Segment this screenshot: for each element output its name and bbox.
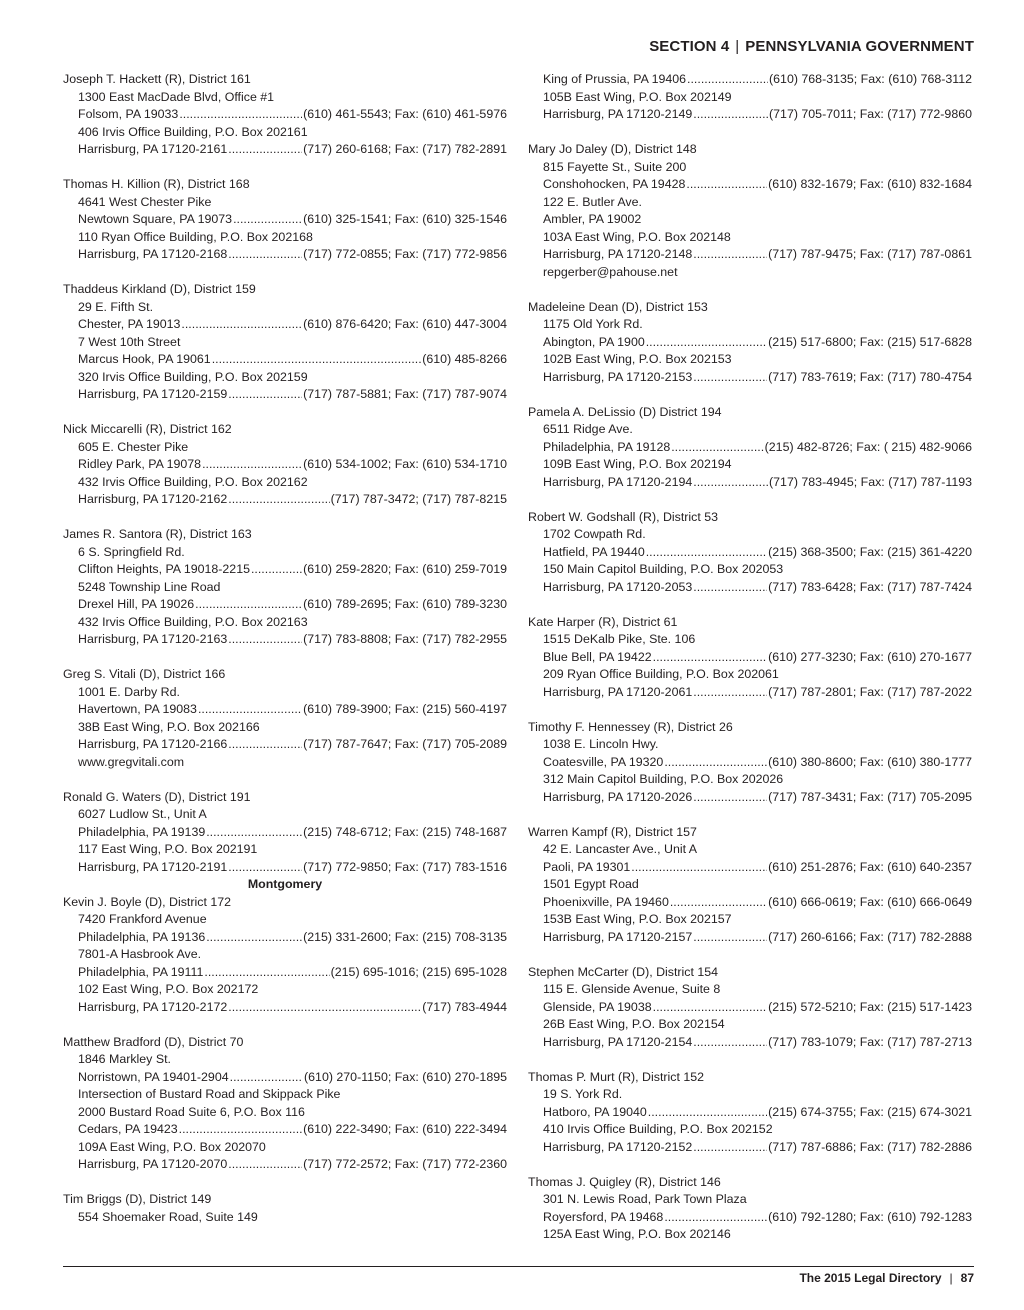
address-line: 1001 E. Darby Rd. xyxy=(78,684,180,699)
phone-fax: (717) 787-5881; Fax: (717) 787-9074 xyxy=(303,387,507,401)
phone-fax: (717) 783-7619; Fax: (717) 780-4754 xyxy=(768,369,972,384)
directory-entry xyxy=(63,421,507,509)
dot-leader xyxy=(648,1104,767,1122)
address-phone-line xyxy=(63,491,507,509)
address-phone-line xyxy=(528,474,972,492)
address-phone-line xyxy=(528,71,972,89)
address-phone-line xyxy=(528,684,972,702)
address-text: Harrisburg, PA 17120-2166 xyxy=(78,737,228,751)
address-phone-line xyxy=(63,929,507,947)
dot-leader xyxy=(693,684,767,702)
page-header xyxy=(649,38,974,55)
address-text: Harrisburg, PA 17120-2149 xyxy=(543,107,693,121)
phone-fax: (215) 331-2600; Fax: (215) 708-3135 xyxy=(303,929,507,944)
phone-fax: (717) 772-0855; Fax: (717) 772-9856 xyxy=(303,247,507,261)
dot-leader xyxy=(693,579,767,597)
address-line: Intersection of Bustard Road and Skippack Pike xyxy=(78,1087,341,1101)
address-text: Harrisburg, PA 17120-2194 xyxy=(543,474,693,489)
address-phone-line xyxy=(528,106,972,124)
directory-entry xyxy=(528,509,972,597)
address-phone-line xyxy=(63,1121,507,1139)
address-text: Harrisburg, PA 17120-2161 xyxy=(78,142,228,156)
address-phone-line xyxy=(63,316,507,334)
address-text: Phoenixville, PA 19460 xyxy=(543,894,669,909)
footer-separator: | xyxy=(949,1271,953,1285)
directory-entry xyxy=(63,666,507,771)
directory-entry xyxy=(63,1034,507,1174)
address-phone-line xyxy=(528,859,972,877)
directory-entry xyxy=(528,1069,972,1157)
address-text: Harrisburg, PA 17120-2026 xyxy=(543,789,693,804)
address-phone-line xyxy=(528,1104,972,1122)
address-line: 301 N. Lewis Road, Park Town Plaza xyxy=(543,1192,747,1206)
phone-fax: (610) 461-5543; Fax: (610) 461-5976 xyxy=(303,107,507,121)
directory-entry xyxy=(63,894,507,1017)
address-text: Philadelphia, PA 19111 xyxy=(78,964,204,979)
footer-rule xyxy=(63,1266,974,1267)
address-phone-line xyxy=(528,1034,972,1052)
phone-fax: (717) 787-9475; Fax: (717) 787-0861 xyxy=(768,247,972,261)
address-phone-line xyxy=(63,964,507,982)
address-text: Blue Bell, PA 19422 xyxy=(543,649,652,664)
address-line: 109B East Wing, P.O. Box 202194 xyxy=(543,457,732,471)
phone-fax: (717) 705-7011; Fax: (717) 772-9860 xyxy=(769,107,972,121)
address-text: Coatesville, PA 19320 xyxy=(543,754,664,769)
legislator-name: Stephen McCarter (D), District 154 xyxy=(528,964,719,979)
directory-entry xyxy=(528,404,972,492)
legislator-name: Thaddeus Kirkland (D), District 159 xyxy=(63,282,256,296)
address-line: 105B East Wing, P.O. Box 202149 xyxy=(543,89,732,104)
phone-fax: (610) 259-2820; Fax: (610) 259-7019 xyxy=(303,562,507,576)
address-line: 815 Fayette St., Suite 200 xyxy=(543,159,687,174)
dot-leader xyxy=(671,439,763,457)
phone-fax: (610) 666-0619; Fax: (610) 666-0649 xyxy=(768,894,972,909)
address-text: Harrisburg, PA 17120-2172 xyxy=(78,999,228,1014)
directory-entry xyxy=(528,964,972,1052)
address-phone-line xyxy=(528,999,972,1017)
legislator-name: Warren Kampf (R), District 157 xyxy=(528,824,697,839)
dot-leader xyxy=(693,369,767,387)
section-title: PENNSYLVANIA GOVERNMENT xyxy=(745,38,974,55)
address-text: Clifton Heights, PA 19018-2215 xyxy=(78,562,250,576)
address-text: Royersford, PA 19468 xyxy=(543,1209,664,1224)
address-line: 410 Irvis Office Building, P.O. Box 202152 xyxy=(543,1122,773,1136)
address-line: 6 S. Springfield Rd. xyxy=(78,544,185,559)
address-text: Harrisburg, PA 17120-2162 xyxy=(78,492,228,506)
dot-leader xyxy=(687,71,768,89)
legislator-name: Mary Jo Daley (D), District 148 xyxy=(528,142,697,156)
address-text: Conshohocken, PA 19428 xyxy=(543,177,686,191)
page-footer xyxy=(799,1271,974,1285)
address-line: 7801-A Hasbrook Ave. xyxy=(78,947,202,961)
address-text: King of Prussia, PA 19406 xyxy=(543,72,687,86)
address-phone-line xyxy=(528,579,972,597)
address-line: 7 West 10th Street xyxy=(78,334,181,349)
dot-leader xyxy=(686,176,767,194)
address-phone-line xyxy=(63,386,507,404)
address-text: Cedars, PA 19423 xyxy=(78,1122,178,1136)
right-column xyxy=(528,71,972,1261)
address-text: Abington, PA 1900 xyxy=(543,334,645,349)
directory-entry xyxy=(63,1191,507,1226)
legislator-name: Thomas J. Quigley (R), District 146 xyxy=(528,1174,721,1189)
legislator-name: Pamela A. DeLissio (D) District 194 xyxy=(528,404,722,419)
dot-leader xyxy=(228,736,302,754)
address-phone-line xyxy=(63,351,507,369)
dot-leader xyxy=(693,929,767,947)
address-line: www.gregvitali.com xyxy=(78,754,185,769)
phone-fax: (717) 783-4944 xyxy=(422,999,507,1014)
address-text: Harrisburg, PA 17120-2070 xyxy=(78,1157,228,1171)
phone-fax: (717) 772-9850; Fax: (717) 783-1516 xyxy=(303,859,507,874)
directory-entry xyxy=(63,281,507,404)
phone-fax: (610) 380-8600; Fax: (610) 380-1777 xyxy=(768,754,972,769)
address-text: Harrisburg, PA 17120-2163 xyxy=(78,632,228,646)
directory-entry xyxy=(528,614,972,702)
dot-leader xyxy=(693,1139,767,1157)
phone-fax: (215) 368-3500; Fax: (215) 361-4220 xyxy=(768,544,972,559)
dot-leader xyxy=(212,351,422,369)
address-text: Harrisburg, PA 17120-2159 xyxy=(78,387,228,401)
dot-leader xyxy=(664,754,767,772)
address-phone-line xyxy=(63,456,507,474)
legislator-name: Kate Harper (R), District 61 xyxy=(528,614,678,629)
address-line: 6027 Ludlow St., Unit A xyxy=(78,807,207,821)
address-text: Harrisburg, PA 17120-2061 xyxy=(543,684,693,699)
dot-leader xyxy=(228,1156,302,1174)
publication-title: The 2015 Legal Directory xyxy=(799,1271,942,1285)
address-line: 26B East Wing, P.O. Box 202154 xyxy=(543,1017,725,1031)
address-text: Harrisburg, PA 17120-2191 xyxy=(78,859,228,874)
address-line: 5248 Township Line Road xyxy=(78,579,221,594)
address-text: Chester, PA 19013 xyxy=(78,317,181,331)
dot-leader xyxy=(228,386,302,404)
dot-leader xyxy=(693,474,768,492)
dot-leader xyxy=(664,1209,767,1227)
address-text: Harrisburg, PA 17120-2153 xyxy=(543,369,693,384)
address-line: 1038 E. Lincoln Hwy. xyxy=(543,737,659,751)
address-phone-line xyxy=(528,929,972,947)
address-text: Paoli, PA 19301 xyxy=(543,859,631,874)
address-text: Harrisburg, PA 17120-2152 xyxy=(543,1139,693,1154)
directory-entry xyxy=(63,176,507,264)
address-text: Harrisburg, PA 17120-2148 xyxy=(543,247,693,261)
address-line: 406 Irvis Office Building, P.O. Box 202161 xyxy=(78,124,308,139)
address-line: 320 Irvis Office Building, P.O. Box 202159 xyxy=(78,369,308,384)
address-phone-line xyxy=(528,649,972,667)
address-text: Hatboro, PA 19040 xyxy=(543,1104,647,1119)
directory-entry xyxy=(528,141,972,281)
dot-leader xyxy=(693,106,768,124)
phone-fax: (610) 792-1280; Fax: (610) 792-1283 xyxy=(768,1209,972,1224)
address-text: Drexel Hill, PA 19026 xyxy=(78,597,195,611)
legislator-name: Thomas P. Murt (R), District 152 xyxy=(528,1069,705,1084)
address-phone-line xyxy=(63,1069,507,1087)
address-line: 125A East Wing, P.O. Box 202146 xyxy=(543,1227,731,1241)
dot-leader xyxy=(230,1069,303,1087)
county-heading: Montgomery xyxy=(247,877,323,891)
address-line: repgerber@pahouse.net xyxy=(543,264,678,279)
legislator-name: Matthew Bradford (D), District 70 xyxy=(63,1034,244,1049)
phone-fax: (610) 277-3230; Fax: (610) 270-1677 xyxy=(768,649,972,664)
legislator-name: Thomas H. Killion (R), District 168 xyxy=(63,177,250,191)
address-line: 605 E. Chester Pike xyxy=(78,439,189,454)
legislator-name: James R. Santora (R), District 163 xyxy=(63,527,252,541)
address-line: 2000 Bustard Road Suite 6, P.O. Box 116 xyxy=(78,1104,305,1119)
legislator-name: Timothy F. Hennessey (R), District 26 xyxy=(528,719,733,734)
address-line: 19 S. York Rd. xyxy=(543,1087,623,1101)
address-line: 312 Main Capitol Building, P.O. Box 202026 xyxy=(543,772,784,786)
dot-leader xyxy=(228,246,302,264)
dot-leader xyxy=(179,1121,302,1139)
phone-fax: (717) 787-2801; Fax: (717) 787-2022 xyxy=(768,684,972,699)
header-separator: | xyxy=(735,38,740,55)
address-phone-line xyxy=(528,369,972,387)
page-number: 87 xyxy=(960,1271,974,1285)
address-line: 153B East Wing, P.O. Box 202157 xyxy=(543,912,732,926)
legislator-name: Greg S. Vitali (D), District 166 xyxy=(63,667,226,681)
dot-leader xyxy=(181,316,302,334)
address-line: 1846 Markley St. xyxy=(78,1052,171,1066)
address-line: 432 Irvis Office Building, P.O. Box 202162 xyxy=(78,474,308,489)
directory-entry xyxy=(528,719,972,807)
address-line: 102B East Wing, P.O. Box 202153 xyxy=(543,352,732,366)
directory-entry xyxy=(63,789,507,877)
address-text: Newtown Square, PA 19073 xyxy=(78,212,233,226)
address-line: Ambler, PA 19002 xyxy=(543,212,642,226)
dot-leader xyxy=(693,246,767,264)
phone-fax: (215) 572-5210; Fax: (215) 517-1423 xyxy=(768,999,972,1014)
dot-leader xyxy=(646,544,767,562)
address-text: Harrisburg, PA 17120-2154 xyxy=(543,1034,693,1049)
phone-fax: (717) 787-7647; Fax: (717) 705-2089 xyxy=(303,737,507,751)
address-phone-line xyxy=(528,789,972,807)
address-line: 1175 Old York Rd. xyxy=(543,317,643,331)
address-text: Havertown, PA 19083 xyxy=(78,702,197,716)
phone-fax: (717) 772-2572; Fax: (717) 772-2360 xyxy=(303,1157,507,1171)
dot-leader xyxy=(202,456,302,474)
phone-fax: (215) 748-6712; Fax: (215) 748-1687 xyxy=(303,824,507,839)
section-label: SECTION 4 xyxy=(649,38,730,55)
dot-leader xyxy=(653,649,767,667)
address-line: 117 East Wing, P.O. Box 202191 xyxy=(78,842,258,856)
phone-fax: (717) 783-1079; Fax: (717) 787-2713 xyxy=(768,1034,972,1049)
address-phone-line xyxy=(63,824,507,842)
dot-leader xyxy=(251,561,302,579)
dot-leader xyxy=(228,631,302,649)
phone-fax: (610) 251-2876; Fax: (610) 640-2357 xyxy=(768,859,972,874)
dot-leader xyxy=(228,999,421,1017)
address-phone-line xyxy=(63,736,507,754)
address-phone-line xyxy=(63,859,507,877)
address-phone-line xyxy=(63,596,507,614)
phone-fax: (717) 787-6886; Fax: (717) 782-2886 xyxy=(768,1139,972,1154)
address-line: 29 E. Fifth St. xyxy=(78,299,154,314)
phone-fax: (610) 768-3135; Fax: (610) 768-3112 xyxy=(769,72,972,86)
directory-entry xyxy=(63,526,507,649)
address-phone-line xyxy=(528,439,972,457)
phone-fax: (717) 783-4945; Fax: (717) 787-1193 xyxy=(769,474,972,489)
address-phone-line xyxy=(528,1139,972,1157)
address-line: 109A East Wing, P.O. Box 202070 xyxy=(78,1139,266,1154)
dot-leader xyxy=(179,106,302,124)
legislator-name: Ronald G. Waters (D), District 191 xyxy=(63,789,251,804)
directory-entry xyxy=(528,71,972,124)
address-phone-line xyxy=(63,701,507,719)
address-line: 4641 West Chester Pike xyxy=(78,194,212,209)
address-phone-line xyxy=(528,894,972,912)
address-phone-line xyxy=(528,334,972,352)
directory-entry xyxy=(528,1174,972,1244)
address-text: Harrisburg, PA 17120-2157 xyxy=(543,929,693,944)
phone-fax: (215) 695-1016; (215) 695-1028 xyxy=(330,964,507,979)
directory-entry xyxy=(63,71,507,159)
address-line: 38B East Wing, P.O. Box 202166 xyxy=(78,719,260,734)
legislator-name: Joseph T. Hackett (R), District 161 xyxy=(63,72,251,86)
legislator-name: Robert W. Godshall (R), District 53 xyxy=(528,509,719,524)
address-phone-line xyxy=(528,1209,972,1227)
dot-leader xyxy=(653,999,767,1017)
address-line: 1515 DeKalb Pike, Ste. 106 xyxy=(543,632,696,646)
address-phone-line xyxy=(528,176,972,194)
phone-fax: (717) 787-3472; (717) 787-8215 xyxy=(330,492,507,506)
phone-fax: (610) 270-1150; Fax: (610) 270-1895 xyxy=(304,1069,507,1084)
dot-leader xyxy=(195,596,302,614)
phone-fax: (717) 783-8808; Fax: (717) 782-2955 xyxy=(303,632,507,646)
address-phone-line xyxy=(63,1156,507,1174)
address-line: 7420 Frankford Avenue xyxy=(78,912,207,926)
legislator-name: Nick Miccarelli (R), District 162 xyxy=(63,422,232,436)
address-line: 209 Ryan Office Building, P.O. Box 202061 xyxy=(543,667,779,681)
dot-leader xyxy=(206,929,302,947)
phone-fax: (610) 222-3490; Fax: (610) 222-3494 xyxy=(303,1122,507,1136)
address-phone-line xyxy=(528,544,972,562)
address-phone-line xyxy=(528,754,972,772)
dot-leader xyxy=(198,701,302,719)
address-line: 432 Irvis Office Building, P.O. Box 202163 xyxy=(78,614,308,629)
address-text: Glenside, PA 19038 xyxy=(543,999,652,1014)
address-phone-line xyxy=(63,141,507,159)
address-line: 42 E. Lancaster Ave., Unit A xyxy=(543,842,698,856)
dot-leader xyxy=(228,141,302,159)
address-phone-line xyxy=(63,999,507,1017)
address-text: Hatfield, PA 19440 xyxy=(543,544,645,559)
phone-fax: (717) 783-6428; Fax: (717) 787-7424 xyxy=(768,579,972,594)
address-text: Folsom, PA 19033 xyxy=(78,107,179,121)
phone-fax: (215) 674-3755; Fax: (215) 674-3021 xyxy=(768,1104,972,1119)
address-text: Ridley Park, PA 19078 xyxy=(78,457,202,471)
address-text: Norristown, PA 19401-2904 xyxy=(78,1069,229,1084)
address-text: Marcus Hook, PA 19061 xyxy=(78,352,211,366)
dot-leader xyxy=(233,211,302,229)
address-line: 103A East Wing, P.O. Box 202148 xyxy=(543,229,731,244)
dot-leader xyxy=(693,789,767,807)
left-column xyxy=(63,71,507,1244)
dot-leader xyxy=(228,491,329,509)
address-line: 102 East Wing, P.O. Box 202172 xyxy=(78,982,259,996)
address-line: 1501 Egypt Road xyxy=(543,877,639,891)
address-phone-line xyxy=(63,246,507,264)
address-line: 122 E. Butler Ave. xyxy=(543,194,642,209)
address-phone-line xyxy=(63,561,507,579)
phone-fax: (610) 534-1002; Fax: (610) 534-1710 xyxy=(303,457,507,471)
address-text: Philadelphia, PA 19128 xyxy=(543,439,671,454)
phone-fax: (717) 260-6168; Fax: (717) 782-2891 xyxy=(303,142,507,156)
phone-fax: (610) 789-3900; Fax: (215) 560-4197 xyxy=(303,702,507,716)
dot-leader xyxy=(631,859,767,877)
dot-leader xyxy=(646,334,767,352)
dot-leader xyxy=(228,859,302,877)
address-text: Philadelphia, PA 19136 xyxy=(78,929,206,944)
dot-leader xyxy=(693,1034,767,1052)
address-text: Harrisburg, PA 17120-2168 xyxy=(78,247,228,261)
directory-entry xyxy=(528,299,972,387)
address-phone-line xyxy=(63,211,507,229)
address-phone-line xyxy=(63,106,507,124)
dot-leader xyxy=(206,824,302,842)
phone-fax: (717) 787-3431; Fax: (717) 705-2095 xyxy=(768,789,972,804)
address-line: 6511 Ridge Ave. xyxy=(543,422,633,436)
phone-fax: (215) 482-8726; Fax: ( 215) 482-9066 xyxy=(764,439,972,454)
phone-fax: (610) 325-1541; Fax: (610) 325-1546 xyxy=(303,212,507,226)
address-line: 150 Main Capitol Building, P.O. Box 202053 xyxy=(543,562,784,576)
phone-fax: (610) 832-1679; Fax: (610) 832-1684 xyxy=(768,177,972,191)
dot-leader xyxy=(204,964,329,982)
address-text: Harrisburg, PA 17120-2053 xyxy=(543,579,693,594)
legislator-name: Tim Briggs (D), District 149 xyxy=(63,1192,212,1206)
address-line: 115 E. Glenside Avenue, Suite 8 xyxy=(543,982,721,996)
address-line: 1300 East MacDade Blvd, Office #1 xyxy=(78,89,275,104)
address-text: Philadelphia, PA 19139 xyxy=(78,824,206,839)
phone-fax: (717) 260-6166; Fax: (717) 782-2888 xyxy=(768,929,972,944)
address-line: 554 Shoemaker Road, Suite 149 xyxy=(78,1209,258,1224)
address-line: 110 Ryan Office Building, P.O. Box 202168 xyxy=(78,229,313,244)
legislator-name: Madeleine Dean (D), District 153 xyxy=(528,299,708,314)
dot-leader xyxy=(670,894,767,912)
phone-fax: (610) 876-6420; Fax: (610) 447-3004 xyxy=(303,317,507,331)
address-line: 1702 Cowpath Rd. xyxy=(543,527,646,541)
directory-entry xyxy=(528,824,972,947)
address-phone-line xyxy=(528,246,972,264)
legislator-name: Kevin J. Boyle (D), District 172 xyxy=(63,894,232,909)
phone-fax: (610) 789-2695; Fax: (610) 789-3230 xyxy=(303,597,507,611)
phone-fax: (610) 485-8266 xyxy=(422,352,507,366)
phone-fax: (215) 517-6800; Fax: (215) 517-6828 xyxy=(768,334,972,349)
address-phone-line xyxy=(63,631,507,649)
